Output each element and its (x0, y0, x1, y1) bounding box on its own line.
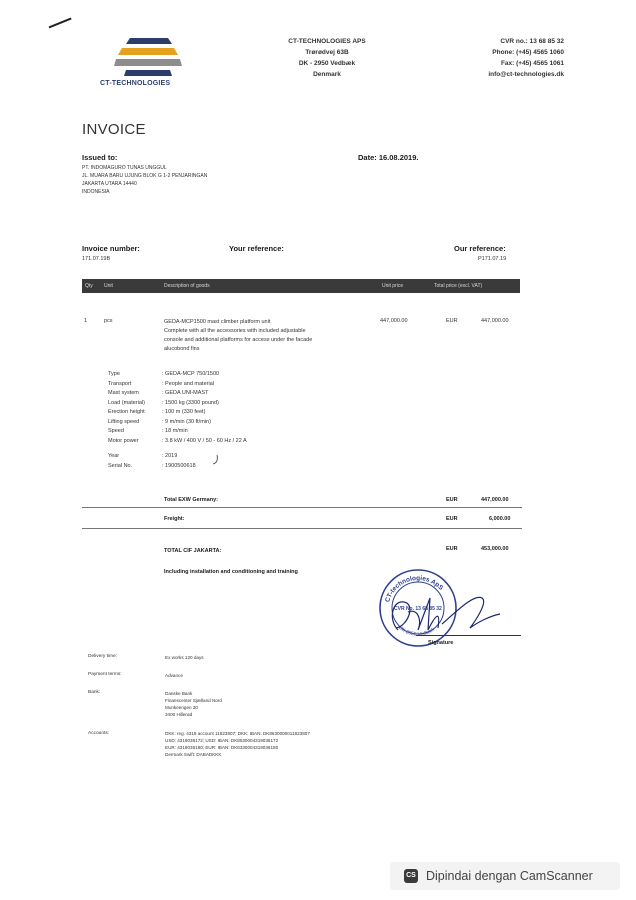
row-unit: pcs (104, 318, 113, 324)
description-line: GEDA-MCP1500 mast climber platform unit (164, 319, 271, 325)
issued-to-label: Issued to: (82, 153, 118, 162)
payment-terms-label: Payment terms: (88, 672, 122, 677)
row-total: 447,000.00 (481, 318, 509, 324)
accounts-label: Accounts: (88, 731, 110, 736)
inclusion-note: Including installation and conditioning and training (164, 569, 298, 575)
col-qty: Qty (85, 283, 93, 289)
bank-details (165, 690, 222, 718)
spec-value: : 2019 (162, 453, 178, 459)
spec-key: Motor power (108, 437, 139, 444)
col-description: Description of goods (164, 283, 210, 289)
issued-line: PT. INDOMAGURO TUNAS UNGGUL (82, 165, 167, 171)
spec-row (108, 399, 247, 409)
description-line: console and additional platforms for access under the facade (164, 337, 313, 343)
row-description (164, 318, 362, 354)
spec-value: : 9 m/min (30 ft/min) (162, 418, 211, 425)
freight-label: Freight: (164, 516, 185, 522)
signature-label: Signature (428, 640, 454, 646)
address-line: Denmark (313, 71, 341, 78)
row-qty: 1 (84, 318, 88, 324)
total-cif-currency: EUR (446, 546, 458, 552)
spec-value: : People and material (162, 380, 214, 387)
camscanner-icon: CS (404, 869, 418, 883)
spec-row (108, 389, 247, 399)
row-currency: EUR (446, 318, 458, 324)
stamp-text-top: CT-technologies ApS (384, 574, 445, 604)
logo-text: CT-TECHNOLOGIES (100, 80, 171, 87)
spec-row (108, 427, 247, 437)
spec-key: Load (material) (108, 399, 145, 406)
col-unit-price: Unit price (382, 283, 404, 289)
spec-key: Erection height (108, 409, 145, 415)
spec-row (108, 462, 247, 472)
spec-value: : GEDA-MCP 750/1500 (162, 371, 220, 377)
invoice-date: Date: 16.08.2019. (358, 153, 419, 162)
bank-line: 3400 Hillerød (165, 712, 193, 717)
handwritten-signature (378, 590, 508, 640)
spec-list (108, 370, 247, 471)
account-line: DKK: reg. 4319 account 11823807; DKK: IBAN: DK8630000011823807 (165, 731, 310, 736)
delivery-time: Ex works 120 days (165, 655, 204, 660)
account-line: EUR: 4319036180; EUR: IBAN: DK6330004319036180 (165, 745, 279, 750)
col-total-price: Total price (excl. VAT) (434, 283, 483, 289)
account-line: USD: 4319036172; USD: IBAN: DK8530004319036172 (165, 738, 279, 743)
bank-label: Bank: (88, 690, 101, 695)
pen-mark (49, 18, 72, 28)
bank-line: Munkeengen 30 (165, 705, 198, 710)
address-line: DK - 2950 Vedbæk (298, 60, 356, 67)
freight-currency: EUR (446, 516, 458, 522)
company-logo (112, 36, 182, 82)
total-cif-value: 453,000.00 (481, 546, 509, 552)
spec-key: Transport (108, 380, 132, 387)
company-contact (430, 36, 564, 80)
account-line: Dermark Swift: DABADKKK (165, 752, 222, 757)
spec-key: Speed (108, 428, 124, 434)
our-reference-label: Our reference: (454, 244, 506, 253)
freight-value: 6,000.00 (489, 516, 511, 522)
spec-value: : 1900500618 (162, 462, 196, 469)
email: info@ct-technologies.dk (488, 71, 564, 78)
bank-line: Finanscenter Sjælland Nord (165, 698, 222, 703)
spec-row (108, 452, 247, 462)
spec-row (108, 418, 247, 428)
spec-value: : GEDA UNI-MAST (162, 390, 209, 396)
invoice-number-label: Invoice number: (82, 244, 140, 253)
spec-value: : 3.8 kW / 400 V / 50 - 60 Hz / 22 A (162, 437, 247, 444)
company-address (262, 36, 392, 80)
divider (82, 507, 522, 508)
invoice-title: INVOICE (82, 121, 146, 138)
issued-line: INDONESIA (82, 189, 110, 195)
spec-key: Type (108, 371, 120, 377)
handwritten-tick (211, 454, 221, 466)
spec-value: : 1500 kg (3300 pound) (162, 399, 219, 406)
row-unit-price: 447,000.00 (380, 318, 408, 324)
company-name: CT-TECHNOLOGIES APS (288, 38, 366, 45)
delivery-time-label: Delivery time: (88, 654, 118, 659)
spec-value: : 100 m (330 feet) (162, 409, 206, 415)
total-exw-value: 447,000.00 (481, 497, 509, 503)
spec-value: : 18 m/min (162, 428, 188, 434)
accounts-details (165, 730, 310, 758)
issued-line: JL. MUARA BARU UJUNG BLOK G 1-2 PENJARINGAN (82, 173, 208, 179)
divider (82, 528, 522, 529)
spec-key: Year (108, 453, 120, 459)
spec-row (108, 408, 247, 418)
signature-line (416, 635, 521, 636)
total-exw-label: Total EXW Germany: (164, 497, 218, 503)
total-cif-label: TOTAL CIF JAKARTA: (164, 548, 222, 554)
cvr-number: CVR no.: 13 68 85 32 (500, 38, 564, 45)
issued-line: JAKARTA UTARA 14440 (82, 181, 137, 187)
spec-row (108, 380, 247, 390)
phone: Phone: (+45) 4565 1060 (492, 49, 564, 56)
your-reference-label: Your reference: (229, 244, 284, 253)
spec-row (108, 437, 247, 447)
table-header (82, 279, 520, 293)
stamp-text-bottom: DK 2950 Vedbæk (397, 624, 436, 638)
spec-key: Mast system (108, 390, 139, 396)
camscanner-text: Dipindai dengan CamScanner (426, 869, 593, 883)
spec-key: Lifting speed (108, 418, 140, 425)
description-line: Complete with all the accessories with included adjustable (164, 328, 306, 334)
total-exw-currency: EUR (446, 497, 458, 503)
address-line: Trørødvej 63B (305, 49, 349, 56)
spec-row (108, 370, 247, 380)
payment-terms: Advance (165, 673, 183, 678)
issued-to-address (82, 164, 207, 196)
col-unit: Unit (104, 283, 113, 289)
stamp-text-mid: CVR No. 13 68 85 32 (394, 606, 442, 612)
bank-line: Danske Bank (165, 691, 193, 696)
our-reference: P171.07.19 (478, 256, 507, 262)
description-line: alucobond fins (164, 346, 200, 352)
spec-key: Serial No. (108, 462, 133, 469)
fax: Fax: (+45) 4565 1061 (500, 60, 564, 67)
invoice-number: 171.07.19B (82, 256, 111, 262)
